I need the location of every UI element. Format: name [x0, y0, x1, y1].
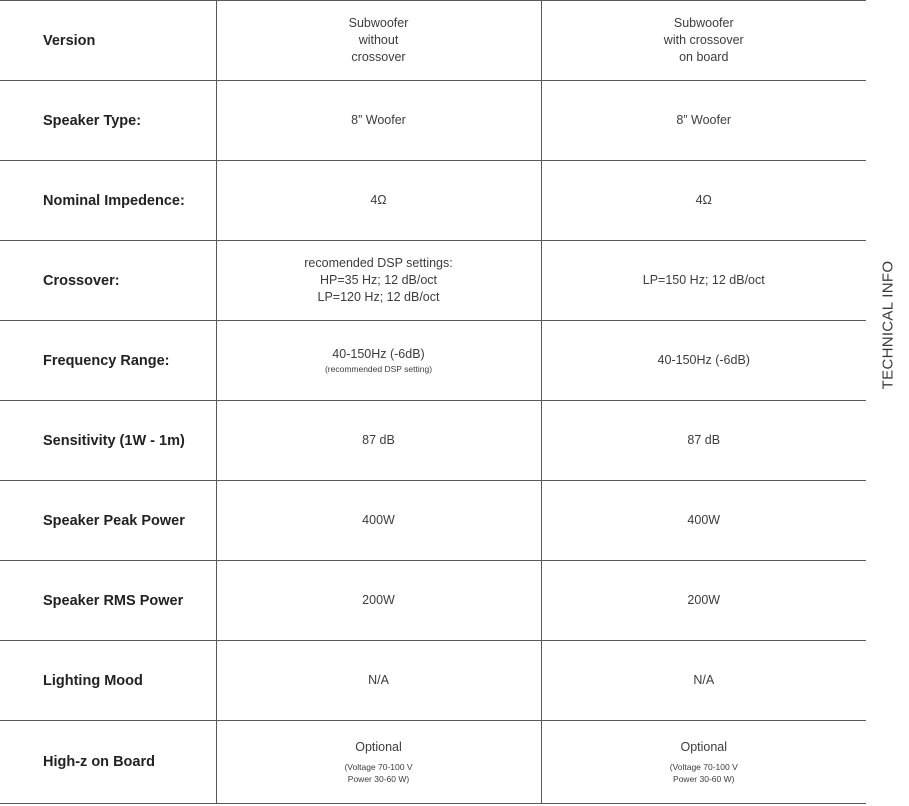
col1-cell — [216, 641, 541, 721]
col2-cell — [541, 401, 866, 481]
cell-note: Power 30-60 W) — [347, 774, 410, 784]
col1-cell — [216, 401, 541, 481]
col2-cell — [541, 161, 866, 241]
cell-line: with crossover — [663, 33, 744, 47]
row-label: Nominal Impedence: — [0, 161, 216, 241]
cell-line: N/A — [368, 673, 389, 687]
col1-cell — [216, 241, 541, 321]
cell-line: LP=120 Hz; 12 dB/oct — [317, 290, 440, 304]
row-label: Speaker RMS Power — [0, 561, 216, 641]
table-row — [0, 241, 866, 321]
col2-cell — [541, 641, 866, 721]
cell-line: on board — [679, 50, 729, 64]
row-label: Frequency Range: — [0, 321, 216, 401]
cell-line: recomended DSP settings: — [304, 256, 453, 270]
cell-line: 200W — [687, 593, 721, 607]
table-row — [0, 561, 866, 641]
col1-cell — [216, 481, 541, 561]
col1-cell — [216, 721, 541, 804]
cell-line: 400W — [687, 513, 721, 527]
col2-cell — [541, 321, 866, 401]
col1-cell — [216, 81, 541, 161]
row-label: Speaker Type: — [0, 81, 216, 161]
cell-line: Subwoofer — [673, 16, 734, 30]
row-label: Sensitivity (1W - 1m) — [0, 401, 216, 481]
table-row — [0, 481, 866, 561]
cell-note: (Voltage 70-100 V — [669, 762, 738, 772]
row-label: Crossover: — [0, 241, 216, 321]
cell-note: (recommended DSP setting) — [324, 364, 433, 374]
col2-cell — [541, 481, 866, 561]
cell-line: crossover — [351, 50, 406, 64]
cell-note: Power 30-60 W) — [673, 774, 735, 784]
cell-line: 87 dB — [687, 433, 721, 447]
cell-line: HP=35 Hz; 12 dB/oct — [319, 273, 438, 287]
sidebar-title — [868, 250, 908, 400]
table-row — [0, 81, 866, 161]
cell-line: without — [358, 33, 399, 47]
cell-line: 4Ω — [370, 193, 387, 207]
cell-line: 200W — [362, 593, 395, 607]
cell-line: 8” Woofer — [351, 113, 406, 127]
col2-cell — [541, 561, 866, 641]
cell-line: Optional — [355, 740, 402, 754]
cell-note: (Voltage 70-100 V — [344, 762, 413, 772]
cell-line: Optional — [680, 740, 728, 754]
cell-line: 40-150Hz (-6dB) — [657, 353, 750, 367]
col1-cell — [216, 1, 541, 81]
col2-cell — [541, 1, 866, 81]
sidebar-title-text: TECHNICAL INFO — [879, 260, 897, 390]
table-row — [0, 401, 866, 481]
cell-line: 4Ω — [695, 193, 712, 207]
table-row — [0, 321, 866, 401]
cell-line: N/A — [693, 673, 715, 687]
col1-cell — [216, 561, 541, 641]
cell-line: Subwoofer — [348, 16, 409, 30]
cell-line: 400W — [362, 513, 395, 527]
table-row — [0, 1, 866, 81]
table-row — [0, 721, 866, 804]
table-row — [0, 161, 866, 241]
col2-cell — [541, 81, 866, 161]
row-label: High-z on Board — [0, 721, 216, 804]
row-label: Speaker Peak Power — [0, 481, 216, 561]
col1-cell — [216, 321, 541, 401]
table-row — [0, 641, 866, 721]
col1-cell — [216, 161, 541, 241]
col2-cell — [541, 241, 866, 321]
cell-line: 8” Woofer — [676, 113, 732, 127]
col2-cell — [541, 721, 866, 804]
row-label: Lighting Mood — [0, 641, 216, 721]
cell-line: LP=150 Hz; 12 dB/oct — [642, 273, 765, 287]
cell-line: 40-150Hz (-6dB) — [332, 347, 425, 361]
row-label: Version — [0, 1, 216, 81]
cell-line: 87 dB — [362, 433, 395, 447]
